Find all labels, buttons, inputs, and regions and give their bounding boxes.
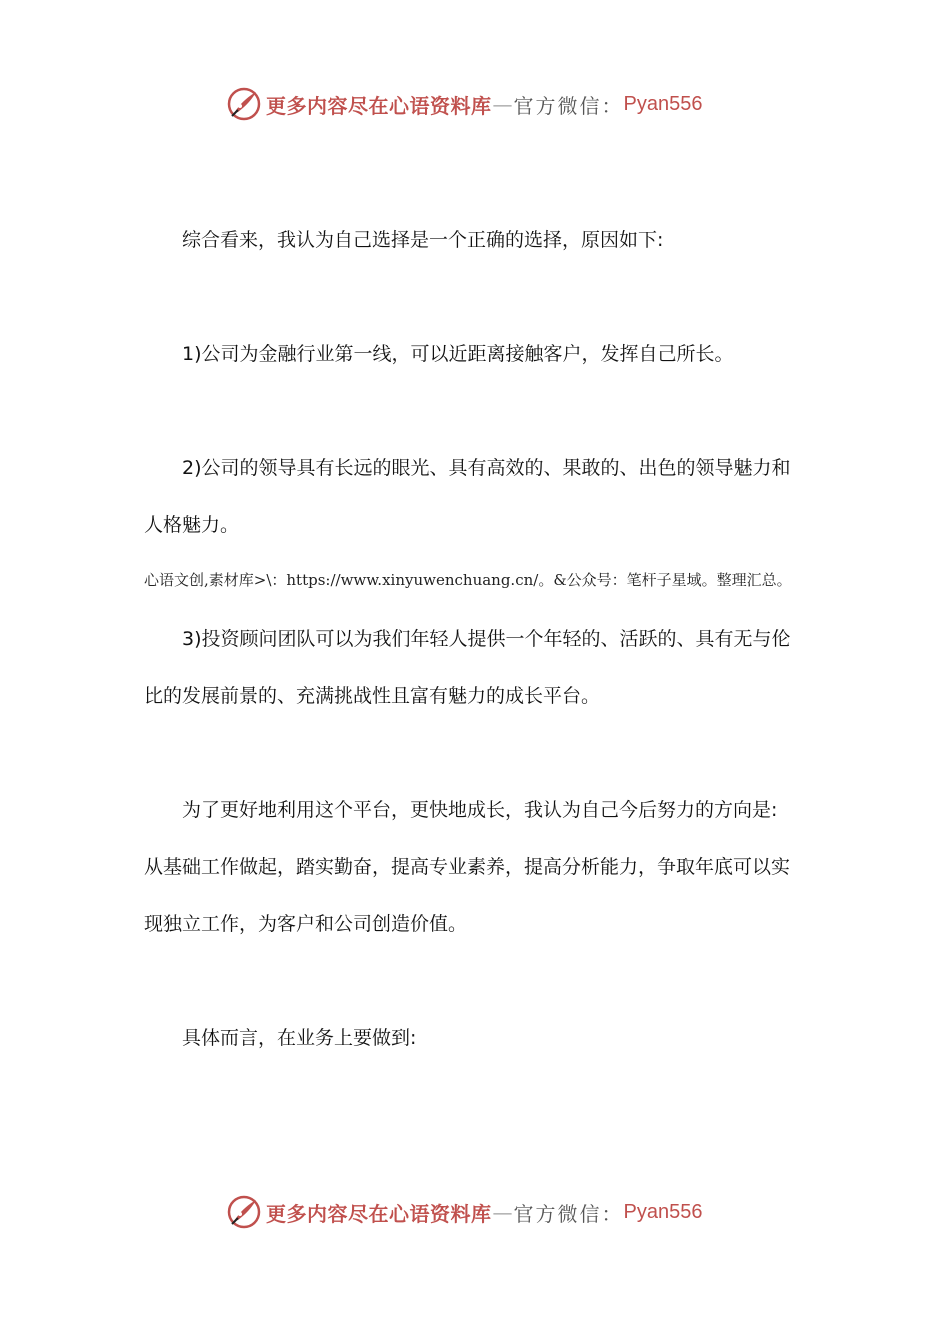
banner-dash: — [492, 92, 513, 116]
header-banner [226, 84, 702, 124]
quill-pen-logo-icon [226, 1194, 262, 1230]
banner-wechat-id: Pyan556 [623, 1200, 703, 1223]
paragraph-reason-3-line-1: 3)投资顾问团队可以为我们年轻人提供一个年轻的、活跃的、具有无与伦 [182, 628, 791, 650]
paragraph-reason-2-line-2: 人格魅力。 [144, 514, 240, 536]
paragraph-direction-line-3: 现独立工作，为客户和公司创造价值。 [144, 913, 468, 935]
paragraph-reason-1: 1)公司为金融行业第一线，可以近距离接触客户，发挥自己所长。 [182, 343, 734, 365]
footer-banner [226, 1192, 702, 1232]
source-watermark-text: 心语文创,素材库>\：https://www.xinyuwenchuang.cn/。&公众号：笔杆子星域。整理汇总。 [144, 571, 792, 589]
banner-sub-text: 官方微信： [513, 93, 624, 118]
banner-main-text: 更多内容尽在心语资料库 [266, 1201, 492, 1226]
quill-pen-logo-icon [226, 86, 262, 122]
banner-wechat-id: Pyan556 [623, 92, 703, 115]
paragraph-reason-3-line-2: 比的发展前景的、充满挑战性且富有魅力的成长平台。 [144, 685, 601, 707]
paragraph-summary: 综合看来，我认为自己选择是一个正确的选择，原因如下: [182, 229, 664, 251]
banner-sub-text: 官方微信： [513, 1201, 624, 1226]
paragraph-specifics: 具体而言，在业务上要做到: [182, 1027, 417, 1049]
banner-dash: — [492, 1200, 513, 1224]
banner-main-text: 更多内容尽在心语资料库 [266, 93, 492, 118]
paragraph-direction-line-1: 为了更好地利用这个平台，更快地成长，我认为自己今后努力的方向是: [182, 799, 778, 821]
paragraph-direction-line-2: 从基础工作做起，踏实勤奋，提高专业素养，提高分析能力，争取年底可以实 [144, 856, 791, 878]
paragraph-reason-2-line-1: 2)公司的领导具有长远的眼光、具有高效的、果敢的、出色的领导魅力和 [182, 457, 791, 479]
